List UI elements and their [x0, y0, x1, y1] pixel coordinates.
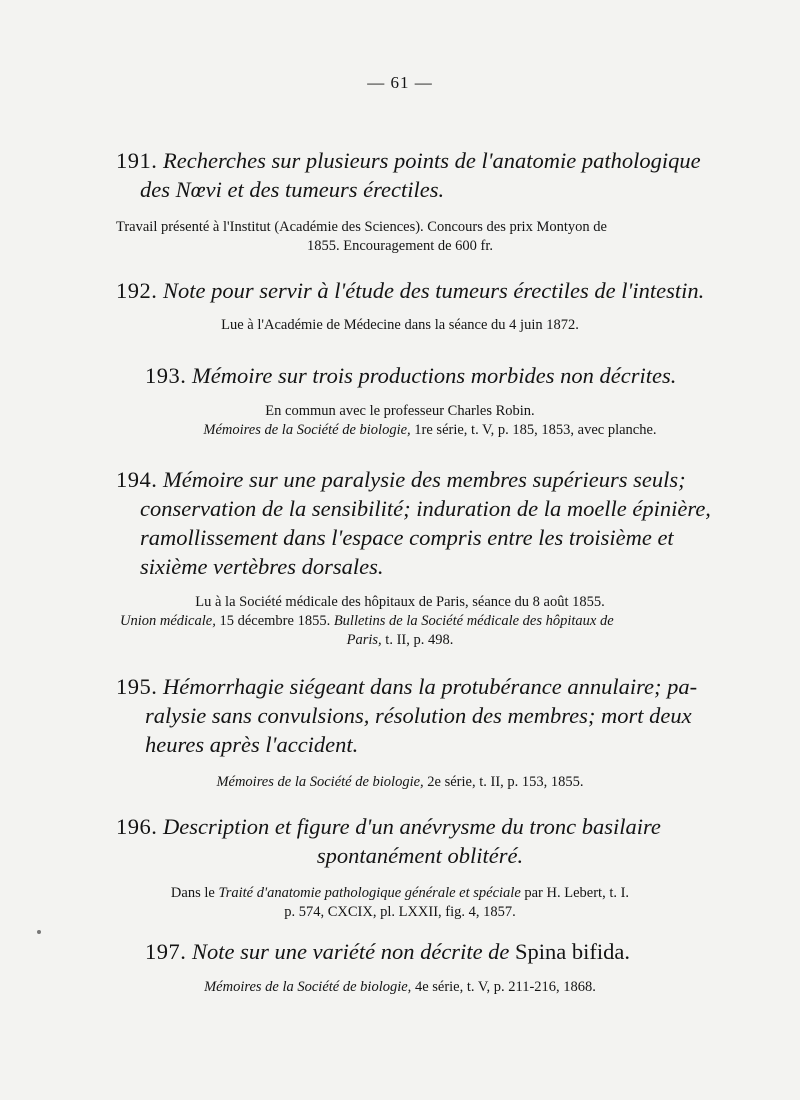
entry-note: Lue à l'Académie de Médecine dans la séance du 4 juin 1872. — [221, 317, 579, 333]
entry-number: 195. — [116, 674, 158, 699]
entry-title-continued — [0, 175, 800, 204]
entry-note: p. 574, CXCIX, pl. LXXII, fig. 4, 1857. — [284, 904, 516, 920]
page-number: — 61 — — [367, 73, 433, 92]
entry-title — [0, 812, 800, 841]
entry-title — [0, 276, 800, 305]
journal-name: Mémoires de la Société de biologie, — [216, 774, 424, 790]
title-line: sixième vertèbres dorsales. — [140, 554, 384, 579]
margin-speck — [37, 930, 41, 934]
note-text: 2e série, t. II, p. 153, 1855. — [423, 774, 584, 790]
entry-number: 196. — [116, 814, 158, 839]
entry-note: Travail présenté à l'Institut (Académie des Sciences). Concours des prix Montyon de — [116, 219, 607, 235]
entry-196 — [0, 812, 800, 922]
title-line: spontanément oblitéré. — [316, 843, 524, 868]
entry-title-continued — [0, 841, 800, 870]
entry-note: 1855. Encouragement de 600 fr. — [306, 238, 494, 254]
entry-number: 194. — [116, 467, 158, 492]
title-line: Description et figure d'un anévrysme du tronc basilaire — [163, 814, 661, 839]
title-line: Recherches sur plusieurs points de l'anatomie pathologique — [163, 148, 701, 173]
title-line: Mémoire sur une paralysie des membres supérieurs seuls; — [163, 467, 686, 492]
entry-195 — [0, 672, 800, 792]
entry-note: Lu à la Société médicale des hôpitaux de Paris, séance du 8 août 1855. — [195, 594, 605, 610]
entry-title — [0, 361, 800, 390]
title-line: conservation de la sensibilité; induration de la moelle épinière, — [140, 496, 711, 521]
note-text: 1re série, t. V, p. 185, 1853, avec planche. — [410, 422, 657, 438]
entry-194 — [0, 465, 800, 650]
entry-note — [0, 884, 800, 903]
entry-title-continued — [0, 552, 800, 581]
title-line: Mémoire sur trois productions morbides non décrites. — [192, 363, 677, 388]
entry-title-continued — [0, 730, 800, 759]
entry-193 — [0, 361, 800, 440]
note-text: 4e série, t. V, p. 211-216, 1868. — [411, 979, 596, 995]
title-line: ralysie sans convulsions, résolution des membres; mort deux — [145, 703, 692, 728]
note-text: Dans le — [170, 885, 219, 901]
entry-191 — [0, 146, 800, 256]
entry-title-continued — [0, 523, 800, 552]
note-text: par H. Lebert, t. I. — [520, 885, 630, 901]
journal-name: Bulletins de la Société médicale des hôpitaux de — [330, 613, 614, 629]
book-title: Traité d'anatomie pathologique générale et spéciale — [218, 885, 521, 901]
entry-number: 193. — [145, 363, 187, 388]
title-line: Note pour servir à l'étude des tumeurs érectiles de l'intestin. — [163, 278, 705, 303]
entry-note — [0, 978, 800, 997]
entry-197 — [0, 937, 800, 997]
entry-title — [0, 937, 800, 966]
journal-name: Mémoires de la Société de biologie, — [204, 979, 412, 995]
title-line: Note sur une variété non décrite de — [192, 939, 510, 964]
note-text: t. II, p. 498. — [381, 632, 454, 648]
entry-note — [0, 421, 800, 440]
entry-title — [0, 465, 800, 494]
title-line: Spina bifida. — [509, 939, 631, 964]
entry-number: 192. — [116, 278, 158, 303]
entry-note — [0, 612, 800, 631]
title-line: Hémorrhagie siégeant dans la protubérance annulaire; pa- — [163, 674, 698, 699]
title-line: heures après l'accident. — [145, 732, 359, 757]
entry-note — [0, 631, 800, 650]
note-text: 15 décembre 1855. — [215, 613, 331, 629]
entry-title — [0, 672, 800, 701]
entry-note: En commun avec le professeur Charles Robin. — [265, 403, 535, 419]
entry-192 — [0, 276, 800, 335]
journal-name: Paris, — [346, 632, 382, 648]
entry-title-continued — [0, 494, 800, 523]
entry-number: 197. — [145, 939, 187, 964]
title-line: des Nœvi et des tumeurs érectiles. — [140, 177, 445, 202]
entry-title — [0, 146, 800, 175]
entry-number: 191. — [116, 148, 158, 173]
journal-name: Union médicale, — [120, 613, 216, 629]
journal-name: Mémoires de la Société de biologie, — [203, 422, 411, 438]
entry-note — [0, 773, 800, 792]
title-line: ramollissement dans l'espace compris entre les troisième et — [140, 525, 674, 550]
entry-title-continued — [0, 701, 800, 730]
